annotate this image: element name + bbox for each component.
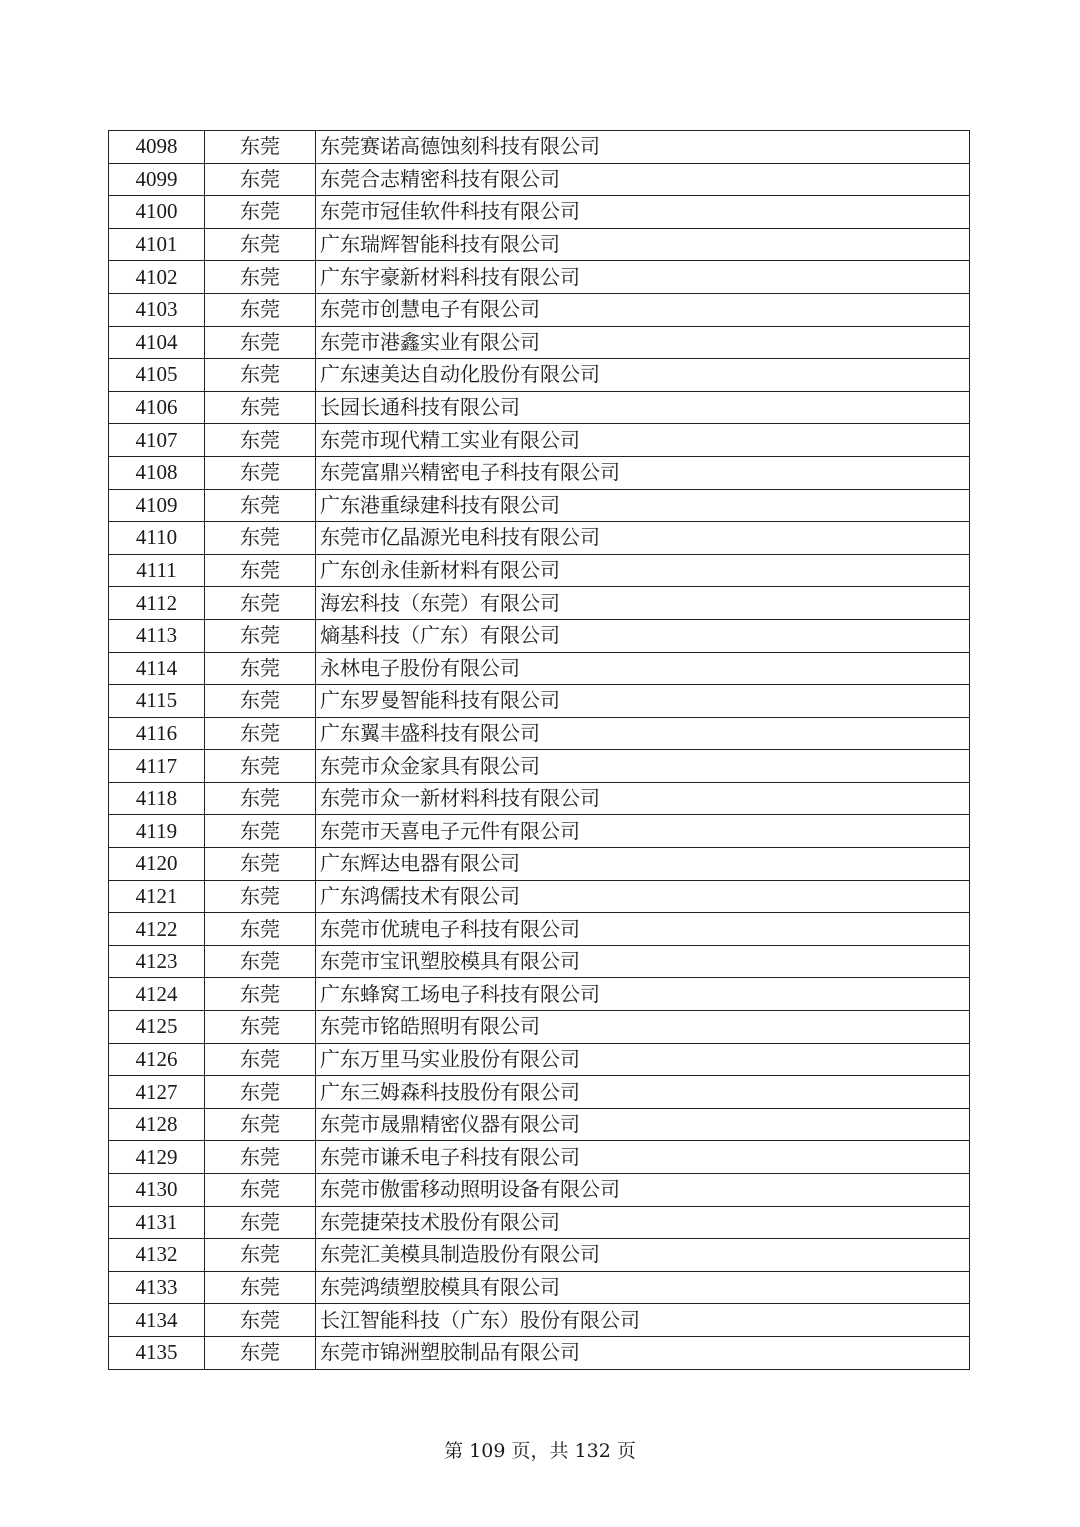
row-number: 4129 — [109, 1141, 205, 1174]
row-number: 4131 — [109, 1206, 205, 1239]
row-city: 东莞 — [205, 1271, 316, 1304]
table-row — [109, 489, 970, 522]
table-row — [109, 131, 970, 164]
row-company-name: 长园长通科技有限公司 — [316, 391, 970, 424]
row-number: 4127 — [109, 1076, 205, 1109]
row-city: 东莞 — [205, 587, 316, 620]
row-city: 东莞 — [205, 456, 316, 489]
row-company-name: 广东罗曼智能科技有限公司 — [316, 685, 970, 718]
row-city: 东莞 — [205, 815, 316, 848]
row-city: 东莞 — [205, 652, 316, 685]
row-number: 4111 — [109, 554, 205, 587]
row-company-name: 东莞市冠佳软件科技有限公司 — [316, 196, 970, 229]
row-number: 4134 — [109, 1304, 205, 1337]
row-number: 4104 — [109, 326, 205, 359]
row-company-name: 熵基科技（广东）有限公司 — [316, 619, 970, 652]
row-number: 4101 — [109, 228, 205, 261]
table-row — [109, 815, 970, 848]
row-city: 东莞 — [205, 326, 316, 359]
table-row — [109, 587, 970, 620]
row-company-name: 东莞市众金家具有限公司 — [316, 750, 970, 783]
row-company-name: 东莞市港鑫实业有限公司 — [316, 326, 970, 359]
table-row — [109, 782, 970, 815]
row-number: 4119 — [109, 815, 205, 848]
table-row — [109, 1011, 970, 1044]
row-number: 4114 — [109, 652, 205, 685]
row-company-name: 东莞赛诺高德蚀刻科技有限公司 — [316, 131, 970, 164]
table-row — [109, 1239, 970, 1272]
row-number: 4130 — [109, 1174, 205, 1207]
row-company-name: 东莞捷荣技术股份有限公司 — [316, 1206, 970, 1239]
table-row — [109, 1336, 970, 1369]
company-list-table — [108, 130, 970, 1370]
row-number: 4105 — [109, 359, 205, 392]
row-number: 4117 — [109, 750, 205, 783]
row-company-name: 广东宇豪新材料科技有限公司 — [316, 261, 970, 294]
row-number: 4132 — [109, 1239, 205, 1272]
row-number: 4123 — [109, 945, 205, 978]
table-row — [109, 424, 970, 457]
row-city: 东莞 — [205, 424, 316, 457]
row-number: 4122 — [109, 913, 205, 946]
row-number: 4110 — [109, 522, 205, 555]
table-row — [109, 750, 970, 783]
row-city: 东莞 — [205, 554, 316, 587]
row-number: 4107 — [109, 424, 205, 457]
row-number: 4108 — [109, 456, 205, 489]
row-city: 东莞 — [205, 1043, 316, 1076]
row-number: 4125 — [109, 1011, 205, 1044]
table-row — [109, 945, 970, 978]
row-city: 东莞 — [205, 196, 316, 229]
row-company-name: 广东瑞辉智能科技有限公司 — [316, 228, 970, 261]
row-city: 东莞 — [205, 1076, 316, 1109]
row-city: 东莞 — [205, 163, 316, 196]
row-company-name: 东莞合志精密科技有限公司 — [316, 163, 970, 196]
table-row — [109, 1271, 970, 1304]
table-row — [109, 554, 970, 587]
table-row — [109, 359, 970, 392]
row-city: 东莞 — [205, 913, 316, 946]
table-row — [109, 652, 970, 685]
table-row — [109, 1141, 970, 1174]
row-city: 东莞 — [205, 1108, 316, 1141]
row-company-name: 广东港重绿建科技有限公司 — [316, 489, 970, 522]
row-city: 东莞 — [205, 750, 316, 783]
table-row — [109, 1174, 970, 1207]
row-city: 东莞 — [205, 978, 316, 1011]
row-number: 4135 — [109, 1336, 205, 1369]
table-row — [109, 391, 970, 424]
table-row — [109, 913, 970, 946]
row-city: 东莞 — [205, 782, 316, 815]
row-company-name: 广东蜂窝工场电子科技有限公司 — [316, 978, 970, 1011]
row-city: 东莞 — [205, 391, 316, 424]
row-number: 4116 — [109, 717, 205, 750]
row-number: 4099 — [109, 163, 205, 196]
row-number: 4112 — [109, 587, 205, 620]
table-row — [109, 1304, 970, 1337]
row-number: 4118 — [109, 782, 205, 815]
row-city: 东莞 — [205, 1336, 316, 1369]
row-city: 东莞 — [205, 522, 316, 555]
table-row — [109, 1108, 970, 1141]
row-company-name: 东莞市现代精工实业有限公司 — [316, 424, 970, 457]
row-city: 东莞 — [205, 685, 316, 718]
row-city: 东莞 — [205, 359, 316, 392]
row-number: 4124 — [109, 978, 205, 1011]
row-number: 4133 — [109, 1271, 205, 1304]
row-company-name: 东莞市谦禾电子科技有限公司 — [316, 1141, 970, 1174]
row-company-name: 广东鸿儒技术有限公司 — [316, 880, 970, 913]
table-row — [109, 261, 970, 294]
row-company-name: 东莞市优琥电子科技有限公司 — [316, 913, 970, 946]
row-city: 东莞 — [205, 619, 316, 652]
row-company-name: 广东速美达自动化股份有限公司 — [316, 359, 970, 392]
table-row — [109, 1043, 970, 1076]
table-row — [109, 880, 970, 913]
row-city: 东莞 — [205, 1304, 316, 1337]
row-company-name: 东莞富鼎兴精密电子科技有限公司 — [316, 456, 970, 489]
row-number: 4098 — [109, 131, 205, 164]
table-row — [109, 848, 970, 881]
row-city: 东莞 — [205, 945, 316, 978]
row-company-name: 东莞市傲雷移动照明设备有限公司 — [316, 1174, 970, 1207]
table-row — [109, 163, 970, 196]
row-number: 4120 — [109, 848, 205, 881]
table-row — [109, 1206, 970, 1239]
table-row — [109, 1076, 970, 1109]
row-city: 东莞 — [205, 1141, 316, 1174]
row-city: 东莞 — [205, 131, 316, 164]
row-city: 东莞 — [205, 293, 316, 326]
table-row — [109, 619, 970, 652]
row-company-name: 广东万里马实业股份有限公司 — [316, 1043, 970, 1076]
table-body — [109, 131, 970, 1370]
row-company-name: 东莞市锦洲塑胶制品有限公司 — [316, 1336, 970, 1369]
row-number: 4100 — [109, 196, 205, 229]
row-city: 东莞 — [205, 489, 316, 522]
row-number: 4106 — [109, 391, 205, 424]
row-number: 4126 — [109, 1043, 205, 1076]
table-row — [109, 685, 970, 718]
row-number: 4128 — [109, 1108, 205, 1141]
row-city: 东莞 — [205, 1174, 316, 1207]
row-company-name: 东莞市宝讯塑胶模具有限公司 — [316, 945, 970, 978]
row-number: 4102 — [109, 261, 205, 294]
row-company-name: 广东创永佳新材料有限公司 — [316, 554, 970, 587]
row-number: 4109 — [109, 489, 205, 522]
row-city: 东莞 — [205, 880, 316, 913]
row-number: 4113 — [109, 619, 205, 652]
row-number: 4103 — [109, 293, 205, 326]
row-city: 东莞 — [205, 717, 316, 750]
row-city: 东莞 — [205, 848, 316, 881]
row-company-name: 广东辉达电器有限公司 — [316, 848, 970, 881]
row-company-name: 广东三姆森科技股份有限公司 — [316, 1076, 970, 1109]
row-city: 东莞 — [205, 1206, 316, 1239]
table-row — [109, 456, 970, 489]
table-row — [109, 978, 970, 1011]
row-company-name: 海宏科技（东莞）有限公司 — [316, 587, 970, 620]
page-footer: 第 109 页，共 132 页 — [444, 1440, 636, 1462]
table-row — [109, 326, 970, 359]
table-row — [109, 522, 970, 555]
row-company-name: 东莞汇美模具制造股份有限公司 — [316, 1239, 970, 1272]
row-number: 4115 — [109, 685, 205, 718]
row-company-name: 东莞市天喜电子元件有限公司 — [316, 815, 970, 848]
row-company-name: 东莞市铭皓照明有限公司 — [316, 1011, 970, 1044]
row-city: 东莞 — [205, 1239, 316, 1272]
row-company-name: 永林电子股份有限公司 — [316, 652, 970, 685]
row-company-name: 长江智能科技（广东）股份有限公司 — [316, 1304, 970, 1337]
row-company-name: 广东翼丰盛科技有限公司 — [316, 717, 970, 750]
row-company-name: 东莞市晟鼎精密仪器有限公司 — [316, 1108, 970, 1141]
row-city: 东莞 — [205, 1011, 316, 1044]
row-company-name: 东莞鸿绩塑胶模具有限公司 — [316, 1271, 970, 1304]
row-number: 4121 — [109, 880, 205, 913]
table-row — [109, 196, 970, 229]
table-row — [109, 717, 970, 750]
row-city: 东莞 — [205, 228, 316, 261]
row-company-name: 东莞市亿晶源光电科技有限公司 — [316, 522, 970, 555]
table-row — [109, 293, 970, 326]
table-row — [109, 228, 970, 261]
row-company-name: 东莞市创慧电子有限公司 — [316, 293, 970, 326]
row-company-name: 东莞市众一新材料科技有限公司 — [316, 782, 970, 815]
row-city: 东莞 — [205, 261, 316, 294]
